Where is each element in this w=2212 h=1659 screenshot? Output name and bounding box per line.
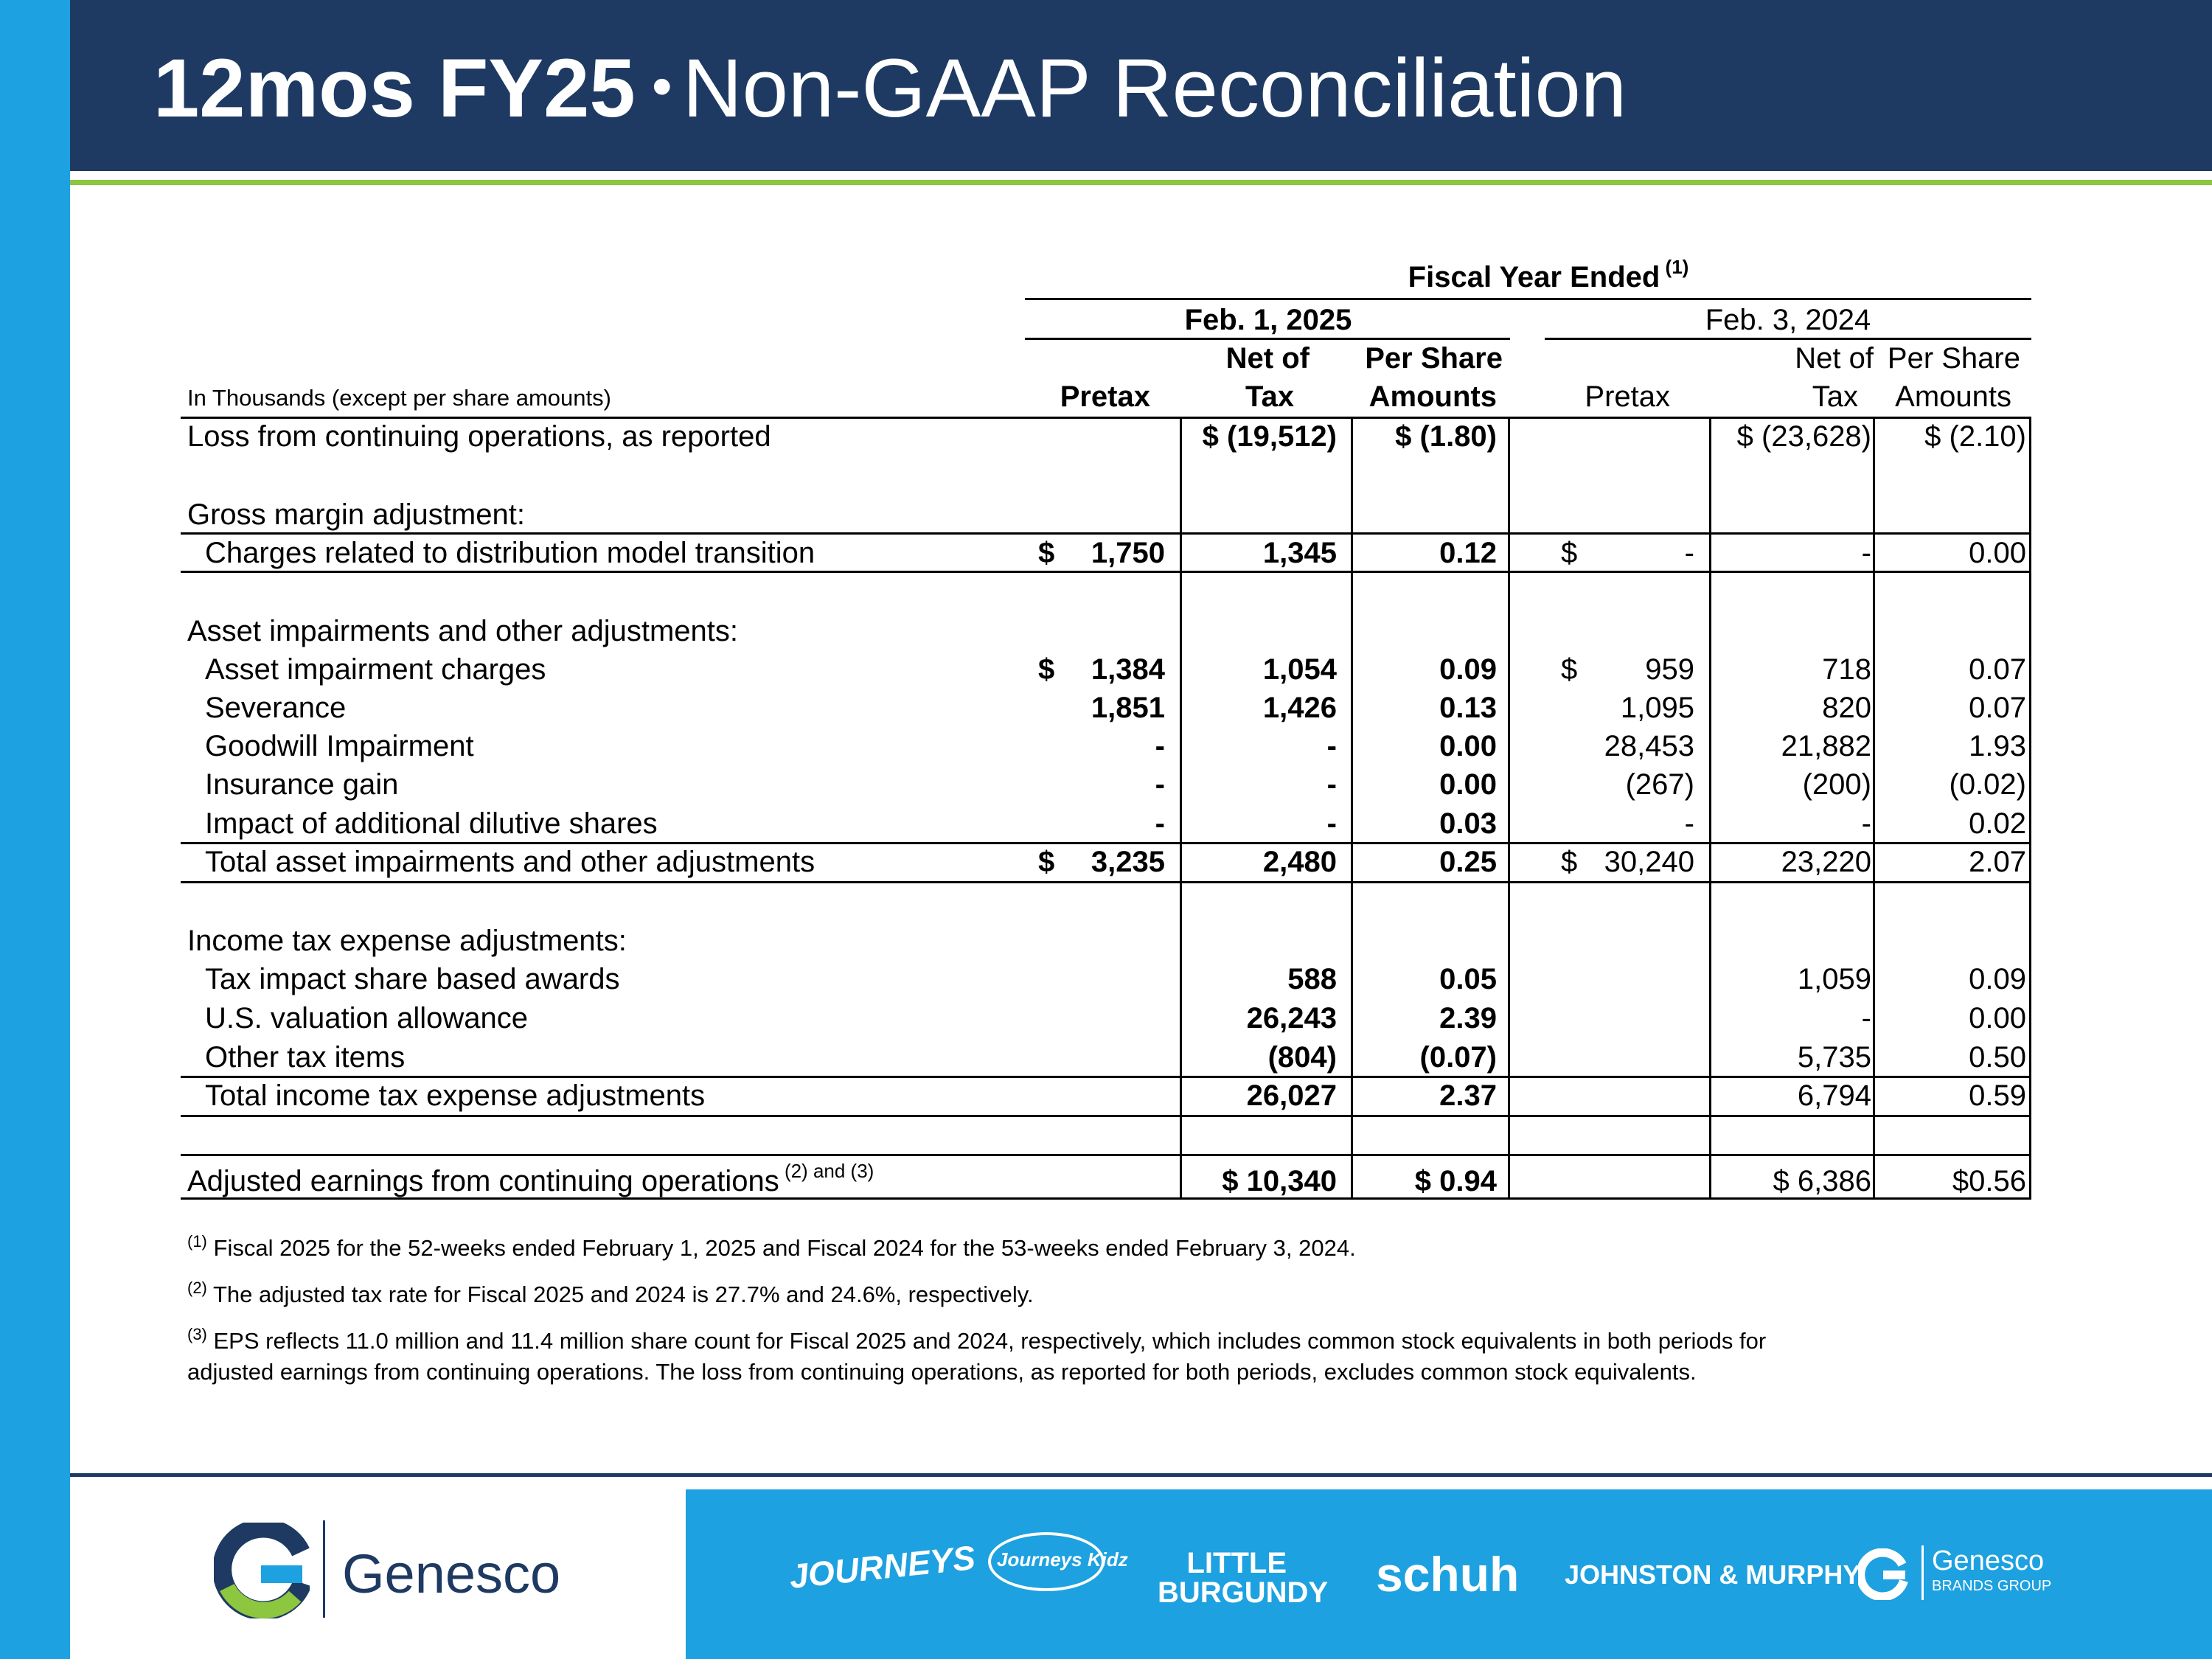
- cell-pretax-2024: 28,453: [1604, 730, 1694, 762]
- cell-pretax-2025: 1,851: [1091, 692, 1165, 724]
- johnston-murphy-logo: JOHNSTON & MURPHY.: [1565, 1559, 1865, 1590]
- cell-pretax-2024: -: [1684, 807, 1694, 840]
- cell-net-2025: 26,027: [1246, 1079, 1337, 1112]
- cell-net-2025: 1,345: [1262, 537, 1337, 569]
- row-label: Charges related to distribution model transition: [205, 537, 815, 569]
- period-rule: [1545, 338, 2031, 340]
- cell-per-share-2025: 2.37: [1439, 1079, 1497, 1112]
- row-rule: [181, 842, 2031, 844]
- cell-per-share-2025: 0.25: [1439, 846, 1497, 878]
- cell-pretax-2025: -: [1155, 730, 1165, 762]
- cell-pretax-2024: 959: [1645, 653, 1694, 686]
- row-rule: [181, 1154, 2031, 1156]
- cell-pretax-2025: 1,384: [1091, 653, 1165, 686]
- cell-pretax-2025: -: [1155, 807, 1165, 840]
- cell-per-share-2024: 0.00: [1969, 537, 2026, 569]
- row-label: Gross margin adjustment:: [187, 498, 525, 531]
- footnote-1: $^{(1)}$ Fiscal 2025 for the 52-weeks ended February 1, 2025 and Fiscal 2024 for the 53-weeks ended February 3, 2024.: [187, 1232, 1356, 1261]
- cell-per-share-2025: (0.07): [1419, 1041, 1497, 1074]
- currency-sign: $: [1038, 846, 1055, 878]
- cell-pretax-2025: -: [1155, 768, 1165, 801]
- row-label: Goodwill Impairment: [205, 730, 474, 762]
- header-bottom-rule: [181, 417, 2031, 419]
- cell-net-2024: (200): [1802, 768, 1871, 801]
- col-tax: Tax: [1245, 380, 1294, 413]
- cell-net-2024: -: [1861, 537, 1871, 569]
- cell-per-share-2024: 0.09: [1969, 963, 2026, 995]
- cell-per-share-2024: 2.07: [1969, 846, 2026, 878]
- col-tax: Tax: [1812, 380, 1858, 413]
- row-label: Severance: [205, 692, 347, 724]
- row-rule: [181, 1197, 2031, 1200]
- cell-per-share-2025: 2.39: [1439, 1002, 1497, 1034]
- col-per-share: Per Share: [1365, 342, 1503, 375]
- row-rule: [181, 571, 2031, 573]
- cell-net-2024: 21,882: [1781, 730, 1871, 762]
- header-divider: [70, 180, 2212, 185]
- cell-net-2024: 23,220: [1781, 846, 1871, 878]
- cell-per-share-2024: $ (2.10): [1924, 420, 2026, 453]
- cell-net-2025: -: [1326, 768, 1337, 801]
- row-label: Tax impact share based awards: [205, 963, 620, 995]
- col-per-share: Per Share: [1887, 342, 2020, 375]
- row-label: Insurance gain: [205, 768, 399, 801]
- cell-per-share-2024: 0.59: [1969, 1079, 2026, 1112]
- cell-pretax-2025: 1,750: [1091, 537, 1165, 569]
- col-amounts: Amounts: [1895, 380, 2011, 413]
- cell-per-share-2024: 0.07: [1969, 692, 2026, 724]
- cell-pretax-2024: -: [1684, 537, 1694, 569]
- cell-net-2025: -: [1326, 730, 1337, 762]
- cell-per-share-2024: 0.02: [1969, 807, 2026, 840]
- fiscal-year-header: Fiscal Year Ended $^{(1)}$: [1408, 256, 1689, 293]
- cell-per-share-2024: (0.02): [1949, 768, 2026, 801]
- cell-per-share-2025: 0.03: [1439, 807, 1497, 840]
- currency-sign: $: [1561, 537, 1578, 569]
- page-title: [153, 43, 1627, 133]
- row-label: Adjusted earnings from continuing operations $^{(2) and (3)}$: [187, 1160, 874, 1197]
- cell-per-share-2025: 0.13: [1439, 692, 1497, 724]
- cell-pretax-2024: 30,240: [1604, 846, 1694, 878]
- cell-net-2025: -: [1326, 807, 1337, 840]
- cell-per-share-2024: 0.07: [1969, 653, 2026, 686]
- column-divider: [1351, 417, 1353, 1200]
- brands-band: [686, 1489, 2212, 1659]
- row-label: U.S. valuation allowance: [205, 1002, 529, 1034]
- cell-net-2024: 820: [1822, 692, 1871, 724]
- column-divider: [1508, 417, 1510, 1200]
- journeys-kidz-logo: Journeys Kidz: [988, 1532, 1105, 1591]
- gbg-name: Genesco: [1932, 1545, 2045, 1576]
- cell-per-share-2025: $ 0.94: [1414, 1165, 1497, 1197]
- cell-net-2025: 588: [1287, 963, 1337, 995]
- cell-net-2024: 6,794: [1797, 1079, 1871, 1112]
- cell-net-2024: 1,059: [1797, 963, 1871, 995]
- column-divider: [1873, 417, 1875, 1200]
- gbg-sub: BRANDS GROUP: [1932, 1578, 2052, 1594]
- title-text: Non-GAAP Reconciliation: [682, 42, 1627, 134]
- title-bullet: •: [651, 53, 672, 119]
- cell-net-2025: (804): [1267, 1041, 1337, 1074]
- column-divider: [1180, 417, 1182, 1200]
- col-amounts: Amounts: [1368, 380, 1497, 413]
- cell-pretax-2024: (267): [1625, 768, 1694, 801]
- cell-net-2025: 2,480: [1262, 846, 1337, 878]
- footnote-3: $^{(3)}$ EPS reflects 11.0 million and 11.4 million share count for Fiscal 2025 and 2024, respectively, which includes common stock equivalents in both periods for adjusted earnings from continuing operations. The loss from continuing operations, as reported for both periods, excludes common stock equivalents.: [187, 1325, 1767, 1385]
- cell-per-share-2024: $0.56: [1952, 1165, 2026, 1197]
- currency-sign: $: [1561, 846, 1578, 878]
- genesco-wordmark: Genesco: [342, 1543, 561, 1604]
- cell-per-share-2025: 0.00: [1439, 768, 1497, 801]
- genesco-logo-icon: [214, 1523, 310, 1618]
- cell-net-2024: $ 6,386: [1773, 1165, 1871, 1197]
- gbg-divider: [1921, 1545, 1924, 1600]
- cell-per-share-2025: 0.00: [1439, 730, 1497, 762]
- col-pretax: Pretax: [1585, 380, 1670, 413]
- cell-net-2025: 1,054: [1262, 653, 1337, 686]
- cell-net-2025: 1,426: [1262, 692, 1337, 724]
- cell-per-share-2025: 0.09: [1439, 653, 1497, 686]
- col-net-of: Net of: [1795, 342, 1874, 375]
- journeys-logo: JOURNEYS: [787, 1537, 978, 1596]
- row-label: Asset impairments and other adjustments:: [187, 615, 739, 647]
- cell-per-share-2024: 0.50: [1969, 1041, 2026, 1074]
- genesco-brands-icon: [1858, 1548, 1910, 1600]
- cell-net-2024: -: [1861, 807, 1871, 840]
- cell-per-share-2025: 0.12: [1439, 537, 1497, 569]
- period-2025-header: Feb. 1, 2025: [1184, 304, 1352, 336]
- currency-sign: $: [1561, 653, 1578, 686]
- logo-divider: [323, 1520, 325, 1618]
- row-label: Total income tax expense adjustments: [205, 1079, 706, 1112]
- cell-per-share-2025: $ (1.80): [1395, 420, 1497, 453]
- cell-net-2024: 5,735: [1797, 1041, 1871, 1074]
- schuh-logo: schuh: [1376, 1547, 1520, 1601]
- left-accent-bar: [0, 0, 70, 1659]
- col-pretax: Pretax: [1060, 380, 1150, 413]
- column-divider: [1709, 417, 1711, 1200]
- row-label: Loss from continuing operations, as reported: [187, 420, 771, 453]
- footer-divider: [70, 1473, 2212, 1477]
- row-label: Total asset impairments and other adjustments: [205, 846, 815, 878]
- row-label: Asset impairment charges: [205, 653, 546, 686]
- cell-net-2024: 718: [1822, 653, 1871, 686]
- row-label: Impact of additional dilutive shares: [205, 807, 658, 840]
- col-net-of: Net of: [1225, 342, 1310, 375]
- cell-pretax-2024: 1,095: [1620, 692, 1694, 724]
- cell-net-2024: $ (23,628): [1736, 420, 1871, 453]
- period-2024-header: Feb. 3, 2024: [1705, 304, 1871, 336]
- cell-net-2025: $ 10,340: [1222, 1165, 1337, 1197]
- cell-per-share-2024: 1.93: [1969, 730, 2026, 762]
- cell-net-2025: 26,243: [1246, 1002, 1337, 1034]
- little-burgundy-logo: LITTLE BURGUNDY: [1158, 1547, 1329, 1609]
- row-rule: [181, 1076, 2031, 1078]
- cell-net-2024: -: [1861, 1002, 1871, 1034]
- currency-sign: $: [1038, 653, 1055, 686]
- cell-net-2025: $ (19,512): [1202, 420, 1337, 453]
- row-label: Income tax expense adjustments:: [187, 925, 627, 957]
- currency-sign: $: [1038, 537, 1055, 569]
- row-rule: [181, 532, 2031, 535]
- period-rule: [1025, 338, 1510, 340]
- cell-per-share-2024: 0.00: [1969, 1002, 2026, 1034]
- column-divider: [2029, 417, 2031, 1200]
- header-rule: [1025, 298, 2031, 300]
- cell-per-share-2025: 0.05: [1439, 963, 1497, 995]
- title-period: 12mos FY25: [153, 42, 636, 134]
- footnote-2: $^{(2)}$ The adjusted tax rate for Fiscal 2025 and 2024 is 27.7% and 24.6%, respectively.: [187, 1279, 1034, 1307]
- cell-pretax-2025: 3,235: [1091, 846, 1165, 878]
- unit-note: In Thousands (except per share amounts): [187, 385, 611, 411]
- row-rule: [181, 1115, 2031, 1117]
- row-rule: [181, 881, 2031, 883]
- row-label: Other tax items: [205, 1041, 406, 1074]
